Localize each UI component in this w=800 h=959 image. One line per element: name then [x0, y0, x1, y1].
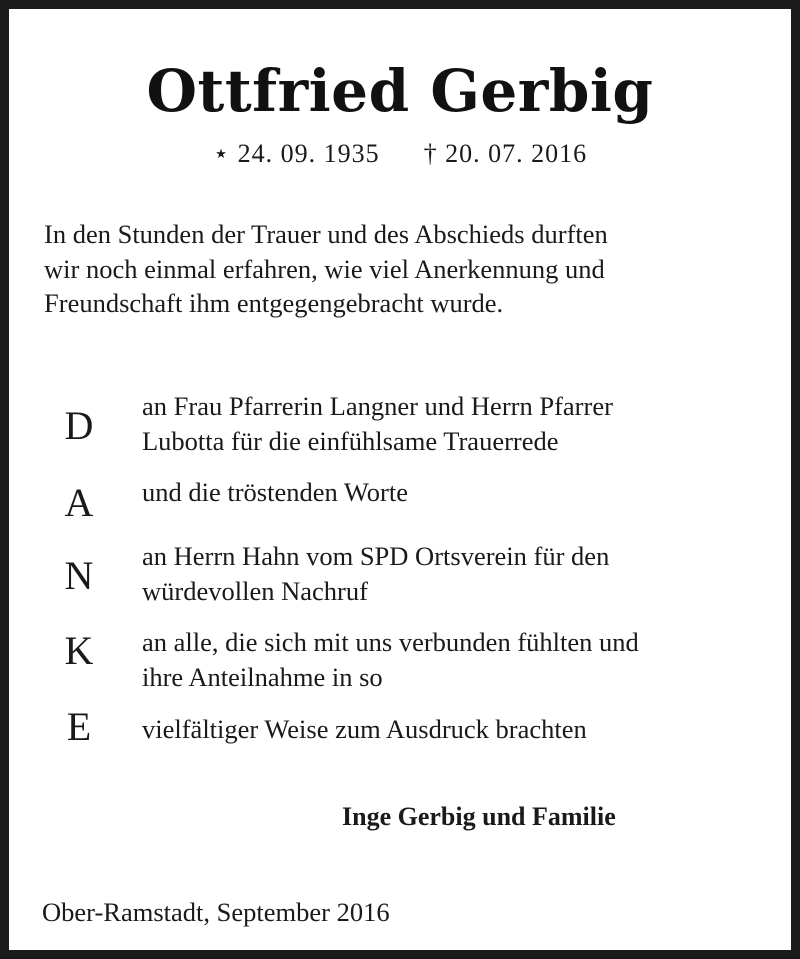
thanks-line: an Frau Pfarrerin Langner und Herrn Pfarrer [142, 391, 613, 421]
acrostic-letter: N [64, 553, 94, 598]
signature: Inge Gerbig und Familie [342, 802, 616, 831]
thanks-text [142, 539, 782, 608]
place-date: Ober-Ramstadt, September 2016 [42, 897, 390, 927]
thanks-text [142, 475, 782, 510]
deceased-name: Ottfried Gerbig [146, 57, 654, 125]
thanks-line: an alle, die sich mit uns verbunden fühlten und [142, 627, 639, 657]
thanks-line: ihre Anteilnahme in so [142, 661, 383, 692]
thanks-text [142, 389, 782, 458]
thanks-line: vielfältiger Weise zum Ausdruck brachten [142, 714, 587, 744]
intro-line: In den Stunden der Trauer und des Abschieds durften [44, 219, 608, 249]
acrostic-letter: K [64, 628, 94, 673]
intro-line: wir noch einmal erfahren, wie viel Anerkennung und [44, 253, 605, 284]
acrostic-letter: D [64, 403, 94, 448]
intro-text [44, 217, 784, 321]
life-dates [9, 139, 791, 169]
thanks-line: an Herrn Hahn vom SPD Ortsverein für den [142, 541, 610, 571]
birth-date: ⋆ 24. 09. 1935 [212, 139, 380, 168]
acrostic-letter: E [66, 704, 92, 749]
death-date: † 20. 07. 2016 [423, 139, 588, 168]
intro-line: Freundschaft ihm entgegengebracht wurde. [44, 288, 504, 318]
thanks-text [142, 712, 782, 747]
thanks-line: Lubotta für die einfühlsame Trauerrede [142, 425, 559, 456]
acrostic-letter: A [64, 480, 94, 525]
thanks-line: und die tröstenden Worte [142, 477, 408, 507]
thanks-text [142, 625, 782, 694]
thanks-line: würdevollen Nachruf [142, 575, 368, 606]
